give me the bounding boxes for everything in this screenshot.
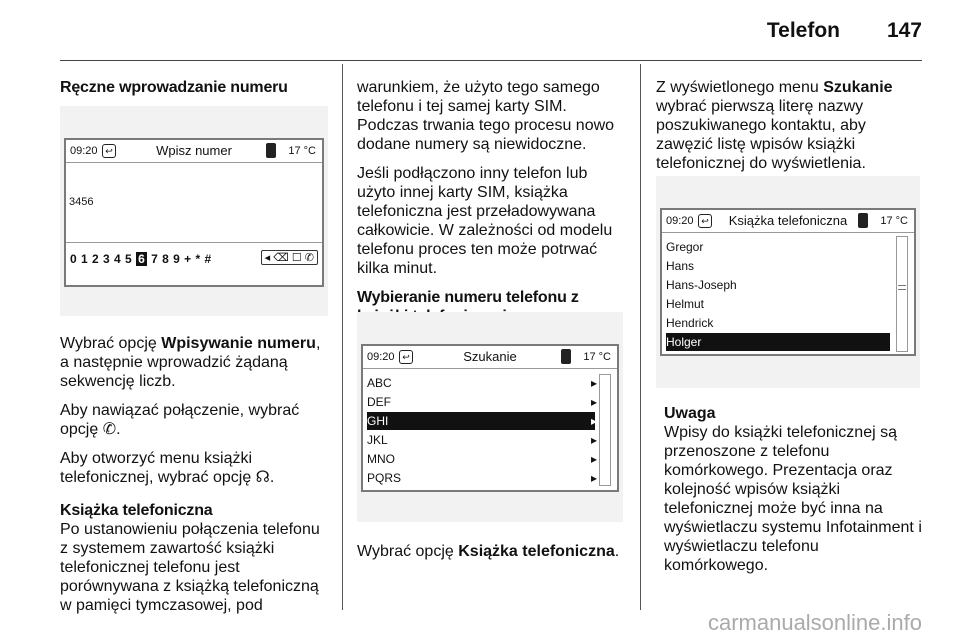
list-item-label: Hans <box>666 259 695 273</box>
list-item[interactable] <box>666 257 890 275</box>
paragraph: Jeśli podłączono inny telefon lub użyto innej karty SIM, książka telefoniczna jest przeładowywana całkowicie. W zależności od modelu telefonu proces ten może potrwać kilka minut. <box>357 165 613 277</box>
column-3 <box>656 78 920 183</box>
column-divider <box>640 64 641 610</box>
heading-manual-entry: Ręczne wprowadzanie numeru <box>60 79 288 96</box>
watermark: carmanualsonline.info <box>707 610 922 635</box>
status-bar <box>662 210 914 233</box>
paragraph: Wybrać opcję Wpisywanie numeru, a następnie wprowadzić żądaną sekwencję liczb. <box>60 335 321 390</box>
scrollbar[interactable] <box>599 374 611 486</box>
digit-row <box>70 252 212 266</box>
list-item[interactable] <box>367 450 595 468</box>
temperature: 17 °C <box>583 351 611 363</box>
list-item-label: JKL <box>367 433 388 447</box>
back-icon: ↩ <box>399 350 413 364</box>
screenshot-search <box>357 312 623 522</box>
paragraph: warunkiem, że użyto tego samego telefonu i tej samej karty SIM. Podczas trwania tego procesu nowo dodane numery są niewidoczne. <box>357 79 615 153</box>
phonebook-icon: ☊ <box>255 469 270 486</box>
clock: 09:20 <box>367 351 395 363</box>
list-item[interactable] <box>367 412 595 430</box>
digits[interactable]: 7 8 9 + * # <box>151 252 212 266</box>
chevron-right-icon: ▸ <box>590 414 597 428</box>
status-bar <box>363 346 617 369</box>
list-item[interactable] <box>367 469 595 487</box>
screenshot-phonebook <box>656 176 920 388</box>
list-item-label: ABC <box>367 376 392 390</box>
list-item-label: PQRS <box>367 471 402 485</box>
paragraph: Wybrać opcję Książka telefoniczna. <box>357 543 620 560</box>
list-item[interactable] <box>666 314 890 332</box>
list-item[interactable] <box>367 431 595 449</box>
chevron-right-icon: ▸ <box>590 395 597 409</box>
heading-dial-from-book: Wybieranie numeru telefonu z <box>357 289 579 306</box>
list-item-label: MNO <box>367 452 395 466</box>
clock: 09:20 <box>666 215 694 227</box>
phone-icon <box>266 143 276 158</box>
paragraph: Aby nawiązać połączenie, wybrać opcję ✆. <box>60 402 300 438</box>
action-icons[interactable]: ◂ ⌫ ☐ ✆ <box>261 250 318 265</box>
call-icon: ✆ <box>102 421 117 438</box>
paragraph: Po ustanowieniu połączenia telefonu z systemem zawartość książki telefonicznej telefonu jest porównywana z książką telefoniczną w pamięci tymczasowej, pod <box>60 521 320 614</box>
list-item[interactable] <box>367 374 595 392</box>
list-item-label: Hendrick <box>666 316 714 330</box>
chevron-right-icon: ▸ <box>590 452 597 466</box>
back-icon: ↩ <box>698 214 712 228</box>
header-rule <box>60 60 922 61</box>
back-icon: ↩ <box>102 144 116 158</box>
temperature: 17 °C <box>880 215 908 227</box>
note-text: Wpisy do książki telefonicznej są przenoszone z telefonu komórkowego. Prezentacja oraz kolejność wpisów książki telefonicznej może być inna na wyświetlaczu systemu Infotainment i wyświetlaczu telefonu komórkowego. <box>664 424 922 574</box>
chevron-right-icon: ▸ <box>590 433 597 447</box>
screen-title: Wpisz numer <box>156 143 232 158</box>
column-2-text <box>357 542 629 571</box>
column-1 <box>60 78 330 97</box>
scrollbar[interactable] <box>896 236 908 352</box>
list-item[interactable] <box>666 333 890 351</box>
paragraph: Aby otworzyć menu książki telefonicznej, wybrać opcję ☊. <box>60 450 275 486</box>
page-number: 147 <box>886 19 922 42</box>
note-title: Uwaga <box>664 405 716 422</box>
list-item-label: Helmut <box>666 297 705 311</box>
note-box <box>664 404 926 575</box>
chevron-right-icon: ▸ <box>590 471 597 485</box>
list-item-label: DEF <box>367 395 391 409</box>
temperature: 17 °C <box>288 145 316 157</box>
divider <box>66 242 322 243</box>
phone-icon <box>561 349 571 364</box>
status-bar <box>66 140 322 163</box>
column-2 <box>357 78 629 326</box>
paragraph: Z wyświetlonego menu Szukanie wybrać pierwszą literę nazwy poszukiwanego kontaktu, aby zawęzić listę wpisów książki telefonicznej do wyświetlenia. <box>656 79 893 172</box>
section-title: Telefon <box>766 19 840 42</box>
screen-title: Szukanie <box>463 349 517 364</box>
clock: 09:20 <box>70 145 98 157</box>
display-screen <box>660 208 916 356</box>
entered-number: 3456 <box>69 196 94 208</box>
list-item[interactable] <box>666 276 890 294</box>
column-1-text <box>60 334 332 625</box>
list-item-label: Gregor <box>666 240 704 254</box>
digits[interactable]: 0 1 2 3 4 5 <box>70 252 133 266</box>
phone-icon <box>858 213 868 228</box>
list-item-label: Holger <box>666 335 702 349</box>
list-item-label: Hans-Joseph <box>666 278 737 292</box>
display-screen <box>361 344 619 492</box>
screenshot-enter-number <box>60 106 328 316</box>
page-header <box>0 0 960 62</box>
list-item[interactable] <box>666 295 890 313</box>
list-item[interactable] <box>367 393 595 411</box>
chevron-right-icon: ▸ <box>590 376 597 390</box>
scroll-thumb[interactable] <box>898 285 906 290</box>
screen-title: Książka telefoniczna <box>728 213 848 228</box>
list-item[interactable] <box>666 238 890 256</box>
display-screen <box>64 138 324 287</box>
digit-selected[interactable]: 6 <box>138 252 146 266</box>
heading-phonebook: Książka telefoniczna <box>60 502 213 519</box>
column-divider <box>342 64 343 610</box>
list-item-label: GHI <box>367 414 389 428</box>
